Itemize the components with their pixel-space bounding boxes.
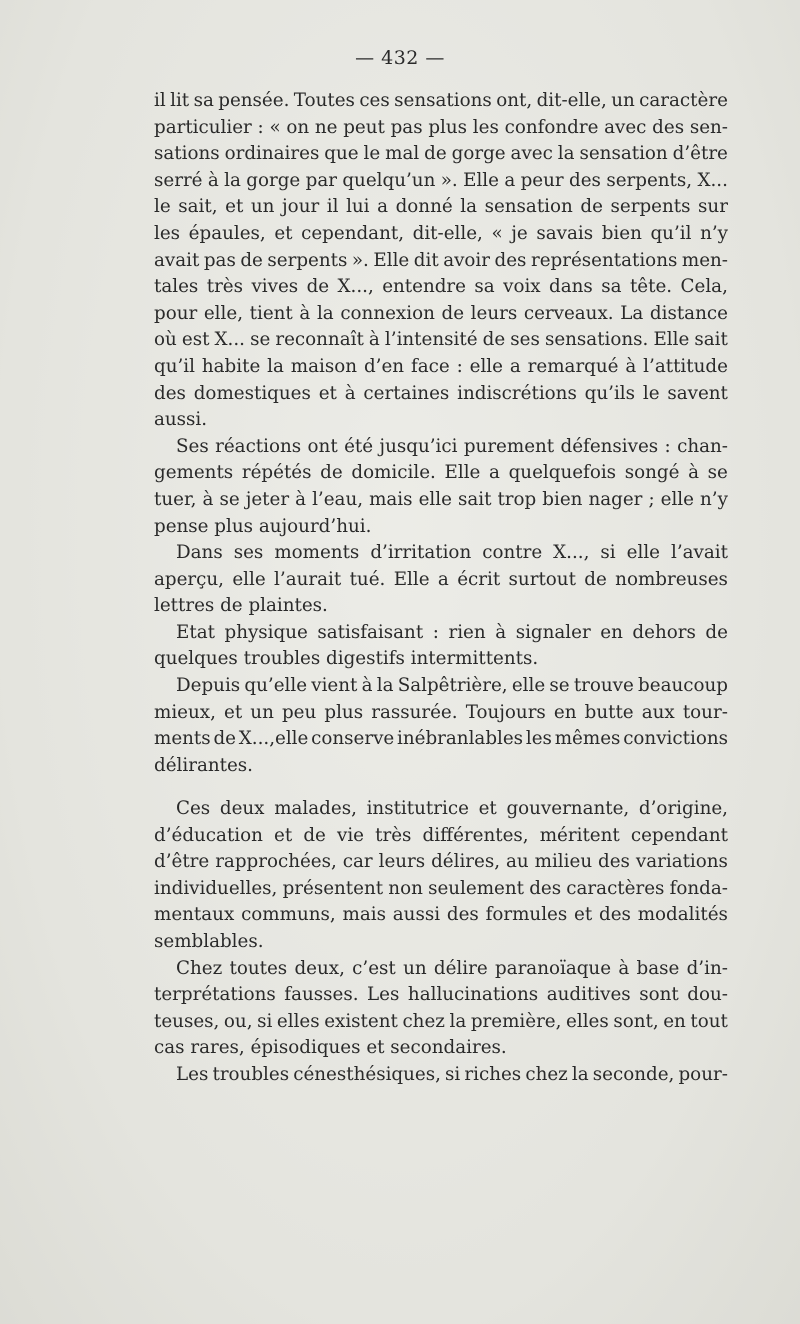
- text-line: Ses réactions ont été jusqu’ici purement défensives : chan-: [176, 435, 728, 457]
- text-line: d’éducation et de vie très différentes, méritent cependant: [154, 824, 728, 846]
- text-line: aussi.: [154, 409, 208, 431]
- paragraph: [154, 956, 728, 1062]
- text-line: qu’il habite la maison d’en face : elle a remarqué à l’attitude: [154, 355, 728, 377]
- text-line: sations ordinaires que le mal de gorge avec la sensation d’être: [154, 143, 728, 165]
- text-line: les épaules, et cependant, dit-elle, « je savais bien qu’il n’y: [154, 222, 728, 244]
- text-line: pense plus aujourd’hui.: [154, 515, 372, 537]
- text-line: Les troubles cénesthésiques, si riches chez la seconde, pour-: [176, 1063, 728, 1085]
- text-line: Depuis qu’elle vient à la Salpêtrière, elle se trouve beaucoup: [176, 675, 728, 697]
- text-line: tales très vives de X..., entendre sa voix dans sa tête. Cela,: [154, 276, 728, 298]
- text-line: quelques troubles digestifs intermittents.: [154, 648, 539, 670]
- text-line: teuses, ou, si elles existent chez la première, elles sont, en tout: [154, 1010, 728, 1032]
- text-line: ments de X...,elle conserve inébranlables les mêmes convictions: [154, 728, 728, 750]
- paragraph: [154, 673, 728, 779]
- text-line: serré à la gorge par quelqu’un ». Elle a peur des serpents, X...: [154, 169, 728, 191]
- text-line: individuelles, présentent non seulement des caractères fonda-: [154, 877, 728, 899]
- text-line: Etat physique satisfaisant : rien à signaler en dehors de: [176, 621, 728, 643]
- text-line: tuer, à se jeter à l’eau, mais elle sait trop bien nager ; elle n’y: [154, 488, 728, 510]
- text-line: particulier : « on ne peut pas plus les confondre avec des sen-: [154, 116, 728, 138]
- text-line: Chez toutes deux, c’est un délire paranoïaque à base d’in-: [176, 957, 728, 979]
- text-line: Ces deux malades, institutrice et gouvernante, d’origine,: [176, 798, 728, 819]
- text-line: il lit sa pensée. Toutes ces sensations ont, dit-elle, un caractère: [154, 90, 728, 111]
- paragraph: [154, 88, 728, 434]
- paragraph: [154, 620, 728, 673]
- paragraph: [154, 796, 728, 956]
- text-line: des domestiques et à certaines indiscrétions qu’ils le savent: [154, 382, 728, 404]
- text-line: délirantes.: [154, 754, 253, 776]
- text-line: aperçu, elle l’aurait tué. Elle a écrit surtout de nombreuses: [154, 568, 728, 590]
- text-line: terprétations fausses. Les hallucinations auditives sont dou-: [154, 984, 728, 1006]
- text-line: lettres de plaintes.: [154, 595, 328, 617]
- text-line: cas rares, épisodiques et secondaires.: [154, 1037, 507, 1059]
- text-line: mentaux communs, mais aussi des formules et des modalités: [154, 904, 728, 926]
- paragraph: [154, 540, 728, 620]
- text-line: le sait, et un jour il lui a donné la sensation de serpents sur: [154, 196, 728, 218]
- page-number: — 432 —: [355, 47, 445, 69]
- text-line: semblables.: [154, 930, 264, 952]
- text-line: d’être rapprochées, car leurs délires, au milieu des variations: [154, 851, 728, 873]
- text-line: où est X... se reconnaît à l’intensité de ses sensations. Elle sait: [154, 329, 728, 351]
- text-line: Dans ses moments d’irritation contre X..., si elle l’avait: [176, 542, 728, 564]
- text-line: gements répétés de domicile. Elle a quelquefois songé à se: [154, 462, 728, 484]
- text-block-discussion: [154, 796, 728, 1089]
- paragraph: [154, 1062, 728, 1089]
- text-line: avait pas de serpents ». Elle dit avoir des représentations men-: [154, 249, 728, 271]
- text-line: mieux, et un peu plus rassurée. Toujours en butte aux tour-: [154, 701, 728, 723]
- text-line: pour elle, tient à la connexion de leurs cerveaux. La distance: [154, 302, 728, 324]
- text-block-case-description: [154, 88, 728, 779]
- paragraph: [154, 434, 728, 540]
